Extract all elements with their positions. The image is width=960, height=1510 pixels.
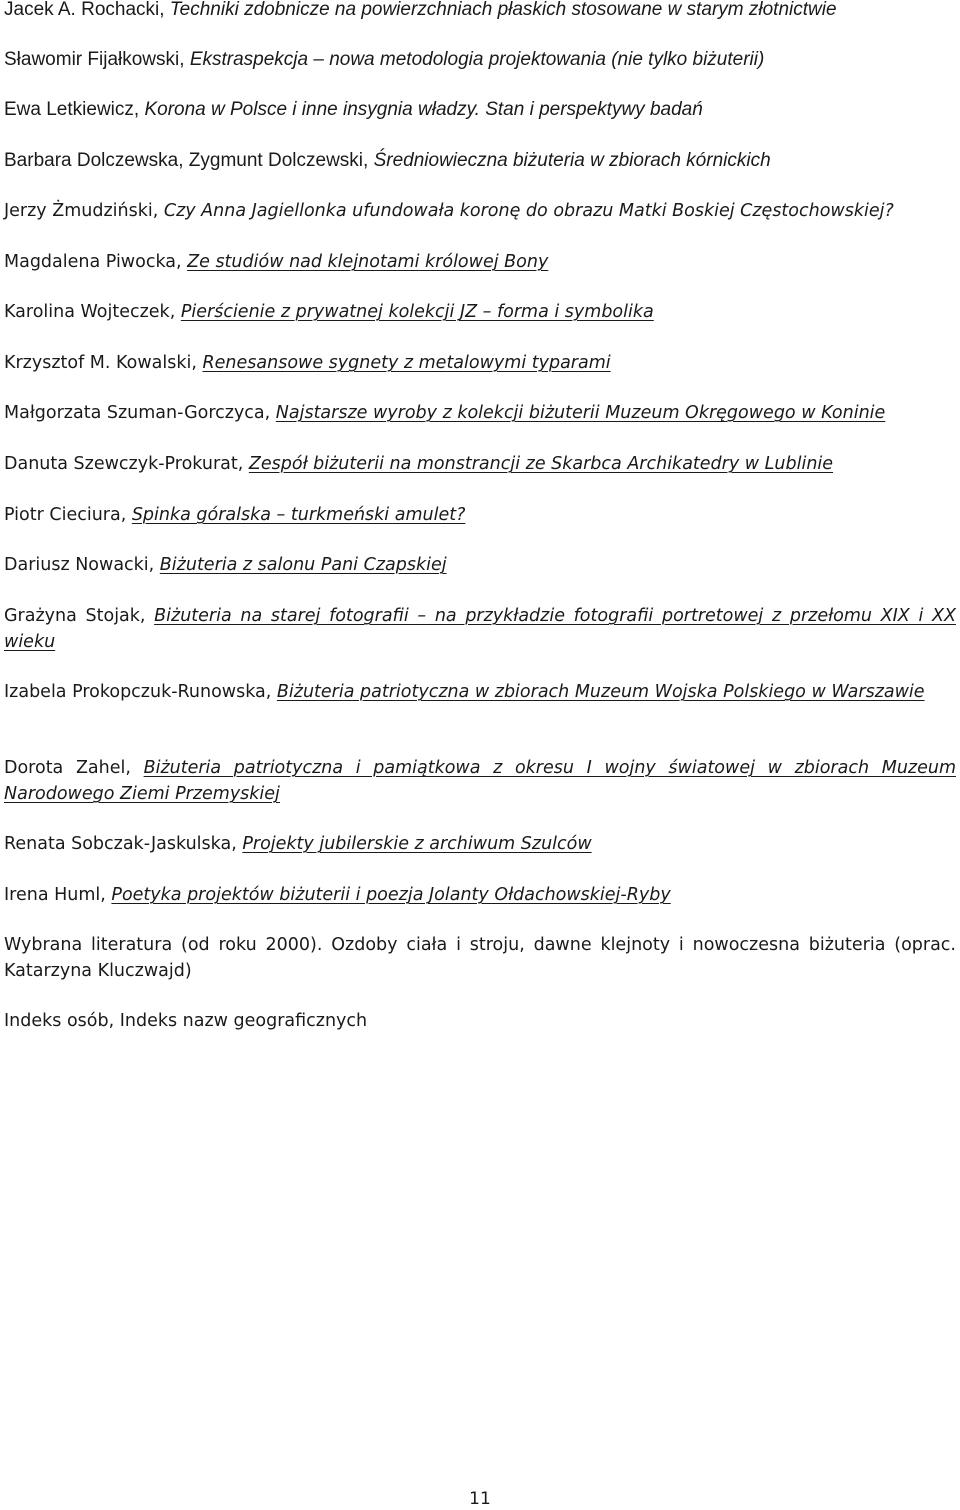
entry-author: Danuta Szewczyk-Prokurat, (4, 454, 249, 474)
entry-author: Renata Sobczak-Jaskulska, (4, 834, 243, 854)
toc-entry (4, 679, 956, 705)
entry-author: Małgorzata Szuman-Gorczyca, (4, 403, 276, 423)
entry-title: Biżuteria na starej fotografii – na przykładzie fotografii portretowej z przełomu XIX i XX wieku (4, 606, 956, 652)
entry-author: Grażyna Stojak, (4, 606, 155, 626)
toc-entry (4, 552, 956, 578)
entry-author: Magdalena Piwocka, (4, 252, 188, 272)
toc-entry (4, 502, 956, 528)
entry-author: Sławomir Fijałkowski, (4, 49, 190, 70)
entry-title: Renesansowe sygnety z metalowymi typarami (202, 353, 611, 373)
toc-entry (4, 249, 956, 275)
entry-author: Dorota Zahel, (4, 758, 144, 778)
toc-entry (4, 47, 956, 73)
toc-entry (4, 198, 956, 224)
entry-title: Techniki zdobnicze na powierzchniach płaskich stosowane w starym złotnictwie (169, 0, 837, 20)
toc-entry (4, 1008, 956, 1034)
toc-entry (4, 603, 956, 655)
toc-entry (4, 350, 956, 376)
entry-author: Jacek A. Rochacki, (4, 0, 170, 20)
entry-author: Ewa Letkiewicz, (4, 99, 145, 120)
entry-text: Indeks osób, Indeks nazw geograficznych (4, 1011, 368, 1031)
entry-title: Najstarsze wyroby z kolekcji biżuterii Muzeum Okręgowego w Koninie (275, 403, 886, 423)
entry-title: Ekstraspekcja – nowa metodologia projektowania (nie tylko biżuterii) (189, 49, 765, 70)
entry-title: Ze studiów nad klejnotami królowej Bony (187, 252, 549, 272)
toc-entry (4, 299, 956, 325)
entry-author: Dariusz Nowacki, (4, 555, 160, 575)
entry-title: Czy Anna Jagiellonka ufundowała koronę do obrazu Matki Boskiej Częstochowskiej? (163, 201, 894, 221)
toc-entry (4, 932, 956, 984)
entry-title: Biżuteria z salonu Pani Czapskiej (159, 555, 447, 575)
toc-entry (4, 831, 956, 857)
entry-title: Pierścienie z prywatnej kolekcji JZ – forma i symbolika (180, 302, 654, 322)
toc-entry (4, 451, 956, 477)
entry-title: Poetyka projektów biżuterii i poezja Jolanty Ołdachowskiej-Ryby (111, 885, 671, 905)
entry-title: Projekty jubilerskie z archiwum Szulców (242, 834, 592, 854)
entry-author: Irena Huml, (4, 885, 112, 905)
toc-entry (4, 755, 956, 807)
toc-entry (4, 400, 956, 426)
toc-entry (4, 0, 956, 23)
entry-title: Biżuteria patriotyczna i pamiątkowa z okresu I wojny światowej w zbiorach Muzeum Narodowego Ziemi Przemyskiej (4, 758, 956, 804)
entry-title: Zespół biżuterii na monstrancji ze Skarbca Archikatedry w Lublinie (248, 454, 834, 474)
entry-author: Barbara Dolczewska, Zygmunt Dolczewski, (4, 150, 374, 171)
entry-title: Spinka góralska – turkmeński amulet? (131, 505, 466, 525)
entry-author: Karolina Wojteczek, (4, 302, 181, 322)
entry-author: Krzysztof M. Kowalski, (4, 353, 203, 373)
entry-author: Jerzy Żmudziński, (4, 201, 164, 221)
toc-entry (4, 882, 956, 908)
entry-title: Biżuteria patriotyczna w zbiorach Muzeum Wojska Polskiego w Warszawie (276, 682, 925, 702)
entry-title: Korona w Polsce i inne insygnia władzy. Stan i perspektywy badań (144, 99, 703, 120)
entry-title: Średniowieczna biżuteria w zbiorach kórnickich (373, 150, 771, 171)
toc-entry (4, 97, 956, 123)
page-number: 11 (469, 1489, 491, 1509)
entry-author: Izabela Prokopczuk-Runowska, (4, 682, 277, 702)
toc-entry (4, 148, 956, 174)
entry-author: Piotr Cieciura, (4, 505, 132, 525)
entry-text: Wybrana literatura (od roku 2000). Ozdoby ciała i stroju, dawne klejnoty i nowoczesna biżuteria (oprac. Katarzyna Kluczwajd) (4, 935, 956, 981)
